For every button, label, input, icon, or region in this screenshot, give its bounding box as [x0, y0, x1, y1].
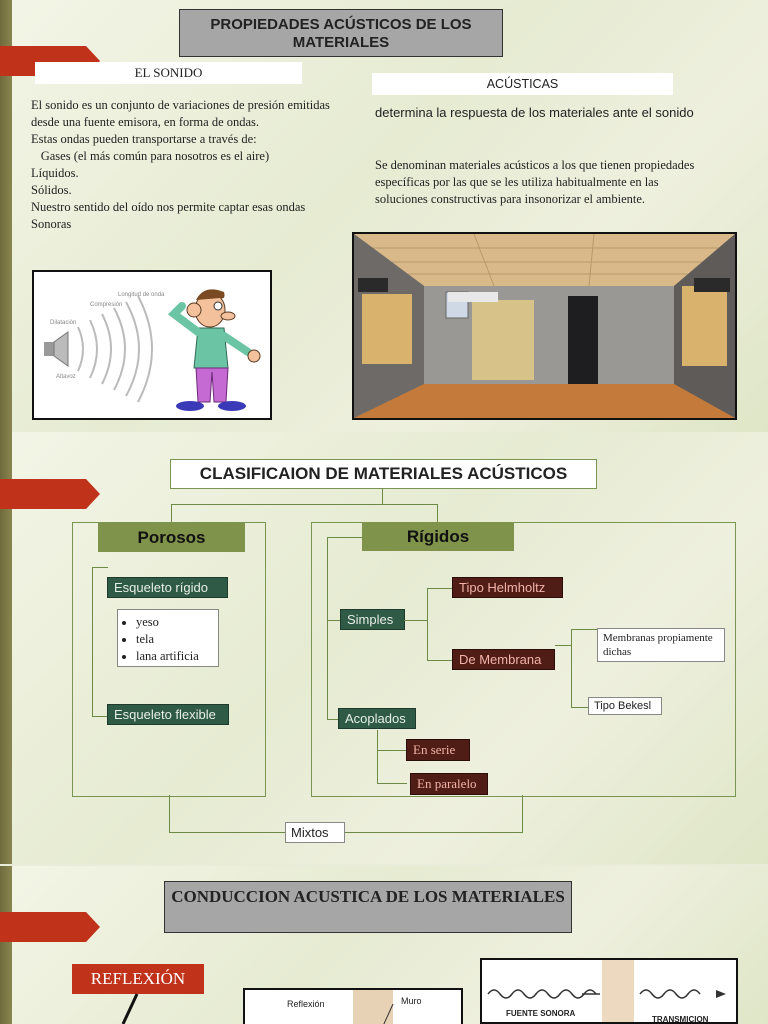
text-line: Líquidos.	[31, 166, 79, 180]
listening-man-graphic	[34, 272, 270, 418]
connector	[555, 645, 571, 646]
list-item: • tela	[136, 631, 218, 648]
connector	[427, 588, 428, 660]
connector	[522, 795, 523, 832]
connector	[571, 629, 597, 630]
label-compresion: Compresión	[90, 302, 123, 308]
text-line: Gases (el más común para nosotros es el aire)	[31, 149, 260, 163]
acoustic-room-photo	[352, 232, 737, 420]
label-fuente-sonora: FUENTE SONORA	[506, 1009, 576, 1018]
label-altavoz: Altavoz	[56, 374, 76, 380]
acoustics-definition: determina la respuesta de los materiales ante el sonido	[375, 105, 694, 120]
porosos-label: Porosos	[98, 523, 245, 552]
text-line: El sonido es un conjunto de variaciones de presión emitidas desde una fuente emisora, en forma de ondas.	[31, 98, 330, 129]
porosos-examples-list	[118, 614, 218, 665]
membranas-propiamente-node: Membranas propiamente dichas	[597, 628, 725, 662]
connector	[169, 832, 286, 833]
connector	[437, 504, 438, 522]
slide-acoustic-conduction	[0, 866, 768, 1024]
de-membrana-node: De Membrana	[452, 649, 555, 670]
connector	[427, 660, 453, 661]
connector	[171, 504, 172, 522]
porosos-examples-box	[117, 609, 219, 667]
reflexion-label: REFLEXIÓN	[72, 964, 204, 994]
connector	[382, 488, 383, 504]
tipo-bekesl-node: Tipo Bekesl	[588, 697, 662, 715]
label-reflexion: Reflexión	[287, 999, 325, 1009]
acoustic-materials-description: Se denominan materiales acústicos a los que tienen propiedades específicas por las que se les utiliza habitualmente en las soluciones constructivas para insonorizar el ambiente.	[375, 158, 695, 206]
section-heading-acoustics: ACÚSTICAS	[372, 73, 673, 95]
connector	[377, 730, 378, 783]
list-item: • lana artificia	[136, 648, 218, 665]
connector	[404, 620, 428, 621]
en-paralelo-node: En paralelo	[410, 773, 488, 795]
esqueleto-flexible-node: Esqueleto flexible	[107, 704, 229, 725]
connector	[571, 707, 589, 708]
reflection-graphic	[245, 990, 461, 1024]
connector	[92, 567, 108, 568]
list-item: • yeso	[136, 614, 218, 631]
red-arrow-tab	[0, 912, 100, 942]
conduction-title: CONDUCCION ACUSTICA DE LOS MATERIALES	[164, 881, 572, 933]
connector	[327, 537, 328, 720]
sound-wave-illustration	[32, 270, 272, 420]
label-muro: Muro	[401, 996, 422, 1006]
reflection-figure	[243, 988, 463, 1024]
simples-node: Simples	[340, 609, 405, 630]
acoplados-node: Acoplados	[338, 708, 416, 729]
connector	[377, 783, 407, 784]
connector	[92, 716, 108, 717]
label-transmicion: TRANSMICION	[652, 1015, 709, 1022]
pointer-line-icon	[115, 992, 145, 1024]
room-graphic	[354, 234, 735, 418]
section-heading-sound: EL SONIDO	[35, 62, 302, 84]
text-line: Estas ondas pueden transportarse a través de:	[31, 132, 257, 146]
transmission-figure	[480, 958, 738, 1024]
connector	[169, 795, 170, 832]
sound-description	[31, 97, 331, 233]
classification-title: CLASIFICAION DE MATERIALES ACÚSTICOS	[170, 459, 597, 489]
tipo-helmholtz-node: Tipo Helmholtz	[452, 577, 563, 598]
label-longitud: Longitud de onda	[118, 292, 165, 298]
connector	[171, 504, 438, 505]
transmission-graphic	[482, 960, 736, 1022]
slide-classification	[0, 432, 768, 864]
mixtos-node: Mixtos	[285, 822, 345, 843]
connector	[571, 629, 572, 707]
slide-sound-properties	[0, 0, 768, 432]
text-line: Nuestro sentido del oído nos permite captar esas ondas Sonoras	[31, 200, 306, 231]
connector	[344, 832, 523, 833]
en-serie-node: En serie	[406, 739, 470, 761]
connector	[427, 588, 453, 589]
text-line: Sólidos.	[31, 183, 72, 197]
connector	[92, 567, 93, 717]
connector	[327, 537, 363, 538]
slide-side-bar	[0, 866, 12, 1024]
red-arrow-tab	[0, 479, 100, 509]
esqueleto-rigido-node: Esqueleto rígido	[107, 577, 228, 598]
label-dilatacion: Dilatación	[50, 320, 77, 326]
slide-title: PROPIEDADES ACÚSTICOS DE LOS MATERIALES	[179, 9, 503, 57]
rigidos-label: Rígidos	[362, 522, 514, 551]
connector	[377, 750, 407, 751]
connector	[327, 620, 341, 621]
